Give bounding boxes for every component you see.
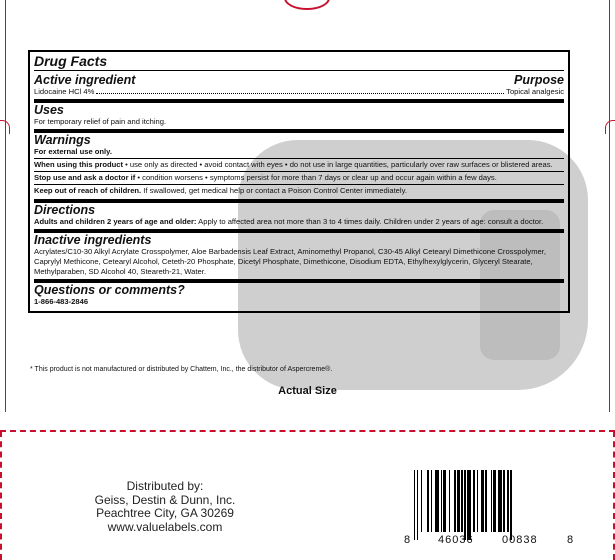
upc-barcode: [404, 468, 574, 554]
barcode-bar: [414, 470, 415, 540]
barcode-bar: [454, 470, 455, 532]
warnings-section: [34, 129, 564, 199]
when-using-block: [34, 158, 564, 171]
directions-section: [34, 199, 564, 229]
barcode-bar: [503, 470, 504, 532]
active-ingredient-section: [34, 71, 564, 99]
hang-hole: [284, 0, 330, 10]
barcode-bar: [477, 470, 478, 532]
barcode-group-2: 00838: [502, 534, 538, 546]
purpose-heading: Purpose: [513, 73, 564, 87]
uses-heading: Uses: [34, 103, 64, 117]
barcode-digit-left: 8: [404, 534, 412, 546]
barcode-bar: [443, 470, 446, 532]
distributor-block: [60, 480, 270, 534]
questions-section: [34, 279, 564, 309]
right-notch: [605, 120, 615, 134]
keep-out-text: If swallowed, get medical help or contact a Poison Control Center immediately.: [141, 186, 407, 195]
barcode-bar: [491, 470, 492, 532]
distributor-line-2: Geiss, Destin & Dunn, Inc.: [94, 492, 236, 507]
uses-section: [34, 99, 564, 129]
barcode-bar: [449, 470, 450, 532]
external-use-text: For external use only.: [34, 147, 112, 156]
stop-use-text: • condition worsens • symptoms persist for more than 7 days or clear up and occur again within a few days.: [135, 173, 497, 182]
purpose-value: Topical analgesic: [506, 87, 564, 96]
barcode-bar: [427, 470, 430, 532]
barcode-bar: [481, 470, 484, 532]
actual-size-label: Actual Size: [278, 385, 337, 397]
drug-facts-title: Drug Facts: [34, 52, 564, 71]
directions-text: Apply to affected area not more than 3 to 4 times daily. Children under 2 years of age: consult a doctor.: [196, 217, 544, 226]
keep-out-block: [34, 184, 564, 197]
barcode-bar: [467, 470, 471, 540]
barcode-bar: [493, 470, 496, 532]
barcode-bar: [473, 470, 476, 532]
barcode-bar: [507, 470, 508, 532]
distributor-line-1: Distributed by:: [126, 479, 204, 493]
active-ingredient-heading: Active ingredient: [34, 73, 136, 87]
barcode-bar: [485, 470, 486, 532]
directions-heading: Directions: [34, 203, 96, 217]
when-using-text: • use only as directed • avoid contact with eyes • do not use in large quantities, particularly over raw surfaces or blistered areas.: [123, 160, 553, 169]
when-using-label: When using this product: [34, 160, 124, 169]
barcode-group-1: 46036: [438, 534, 474, 546]
distributor-line-3: Peachtree City, GA 30269: [96, 506, 234, 520]
right-edge: [609, 0, 615, 412]
barcode-bar: [510, 470, 511, 540]
barcode-bar: [421, 470, 422, 532]
barcode-bar: [464, 470, 465, 540]
uses-text: For temporary relief of pain and itching.: [34, 117, 167, 126]
inactive-ingredients-section: [34, 229, 564, 279]
directions-label: Adults and children 2 years of age and older:: [34, 217, 197, 226]
phone-number: 1-866-483-2846: [34, 297, 89, 306]
warnings-heading: Warnings: [34, 133, 91, 147]
inactive-ingredients-text: Acrylates/C10-30 Alkyl Acrylate Crosspolymer, Aloe Barbadensis Leaf Extract, Aminomethyl Propanol, C30-45 Alkyl Cetearyl Dimethicone Crosspolymer, Caprylyl Methicone, Cetearyl Alcohol, Ceteth-20 Phosphate, Dicetyl Phosphate, Dimethicone, Disodium EDTA, Ethylhexylglycerin, Glyceryl Stearate, Methylparaben, SD Alcohol 40, Steareth-21, Water.: [34, 247, 546, 276]
barcode-bar: [417, 470, 418, 540]
questions-heading: Questions or comments?: [34, 283, 185, 297]
drug-facts-panel: [28, 50, 570, 313]
left-notch: [0, 120, 10, 134]
stop-use-label: Stop use and ask a doctor if: [34, 173, 136, 182]
barcode-digit-right: 8: [567, 534, 575, 546]
barcode-bar: [498, 470, 502, 532]
active-ingredient-value: Lidocaine HCl 4%: [34, 87, 95, 96]
keep-out-label: Keep out of reach of children.: [34, 186, 142, 195]
inactive-ingredients-heading: Inactive ingredients: [34, 233, 152, 247]
stop-use-block: [34, 171, 564, 184]
barcode-bar: [441, 470, 442, 532]
left-edge: [0, 0, 6, 412]
barcode-bar: [431, 470, 432, 532]
barcode-bars: [414, 470, 566, 532]
barcode-bar: [457, 470, 460, 532]
barcode-bar: [435, 470, 439, 532]
barcode-bar: [461, 470, 462, 532]
footnote: * This product is not manufactured or distributed by Chattem, Inc., the distributor of Aspercreme®.: [30, 366, 333, 373]
distributor-url: www.valuelabels.com: [107, 519, 223, 534]
